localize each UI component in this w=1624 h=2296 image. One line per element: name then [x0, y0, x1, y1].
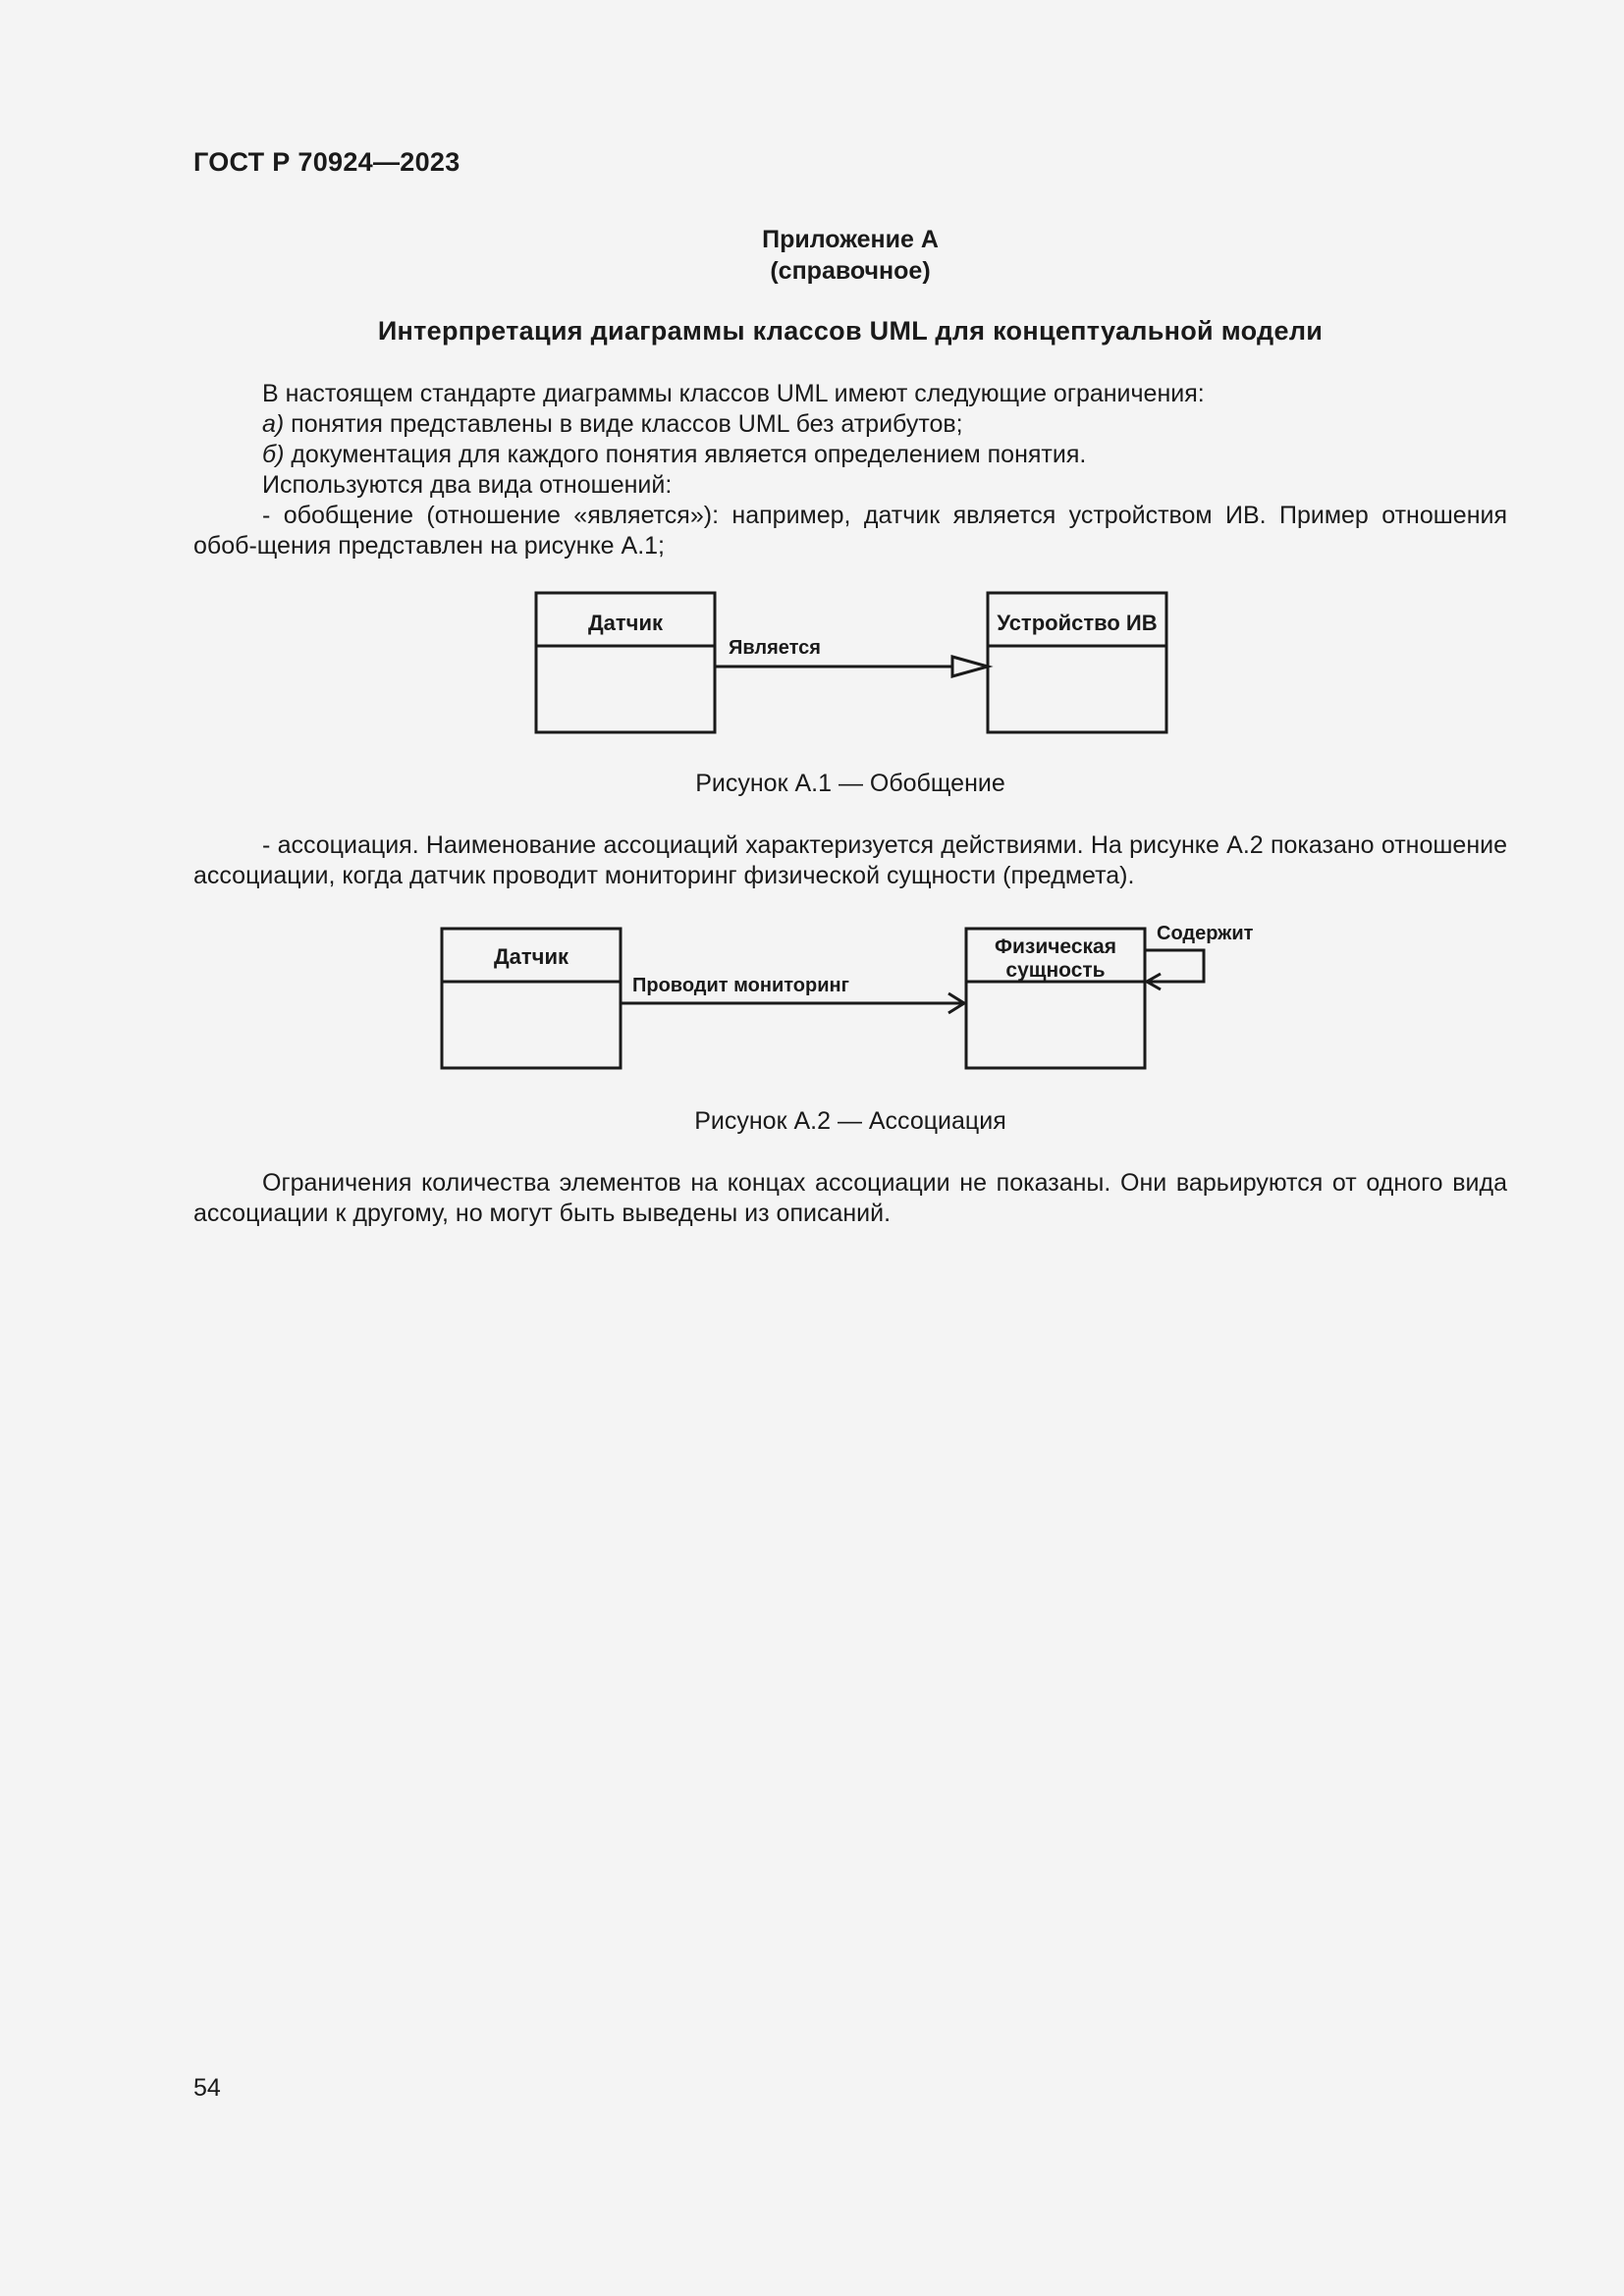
intro-block: [193, 379, 1507, 561]
appendix-heading: [193, 224, 1507, 287]
closing-paragraph: Ограничения количества элементов на концах ассоциации не показаны. Они варьируются от одного вида ассоциации к другому, но могут быть выведены из описаний.: [193, 1169, 1507, 1227]
list-item-a: [193, 409, 1507, 440]
generalization-arrowhead-icon: [952, 657, 988, 676]
association-diagram: [436, 915, 1280, 1072]
list-marker-b: б): [262, 441, 285, 468]
list-text-a: понятия представлены в виде классов UML без атрибутов;: [284, 410, 963, 438]
class-box-physical-entity: [966, 929, 1145, 1068]
list-marker-a: а): [262, 410, 285, 438]
appendix-title: Приложение А: [762, 226, 939, 253]
class-box-sensor: [536, 593, 715, 732]
figure-2-caption: Рисунок А.2 — Ассоциация: [694, 1107, 1006, 1135]
association-item: - ассоциация. Наименование ассоциаций характеризуется действиями. На рисунке А.2 показано отношение ассоциации, когда датчик проводит мониторинг физической сущности (предмета).: [193, 831, 1507, 889]
relation-label-monitors: Проводит мониторинг: [632, 975, 849, 996]
class-box-iot-device: [988, 593, 1166, 732]
section-title: Интерпретация диаграммы классов UML для концептуальной модели: [377, 316, 1324, 346]
figure-generalization: [530, 587, 1178, 738]
generalization-item: - обобщение (отношение «является»): например, датчик является устройством ИВ. Пример отношения обоб-щения представлен на рисунке А.1;: [193, 502, 1507, 560]
class-name-physical-line2: сущность: [1005, 959, 1106, 982]
page-number: 54: [193, 2074, 221, 2102]
class-name-iot-device: Устройство ИВ: [997, 611, 1158, 635]
class-name-sensor: Датчик: [588, 611, 663, 635]
class-name-physical-line1: Физическая: [995, 935, 1116, 958]
appendix-subtitle: (справочное): [770, 257, 931, 285]
intro-paragraph: В настоящем стандарте диаграммы классов UML имеют следующие ограничения:: [262, 380, 1205, 407]
list-text-b: документация для каждого понятия является определением понятия.: [284, 441, 1087, 468]
figure-association: [436, 915, 1280, 1072]
class-name-sensor: Датчик: [494, 944, 568, 969]
generalization-diagram: [530, 587, 1178, 738]
class-box-sensor: [442, 929, 621, 1068]
figure-1-caption: Рисунок А.1 — Обобщение: [695, 770, 1005, 797]
relations-intro: Используются два вида отношений:: [262, 471, 673, 499]
list-item-b: [193, 440, 1507, 470]
relation-label-contains: Содержит: [1157, 923, 1254, 944]
relation-label-is-a: Является: [729, 637, 821, 659]
standard-code: ГОСТ Р 70924—2023: [193, 147, 460, 177]
